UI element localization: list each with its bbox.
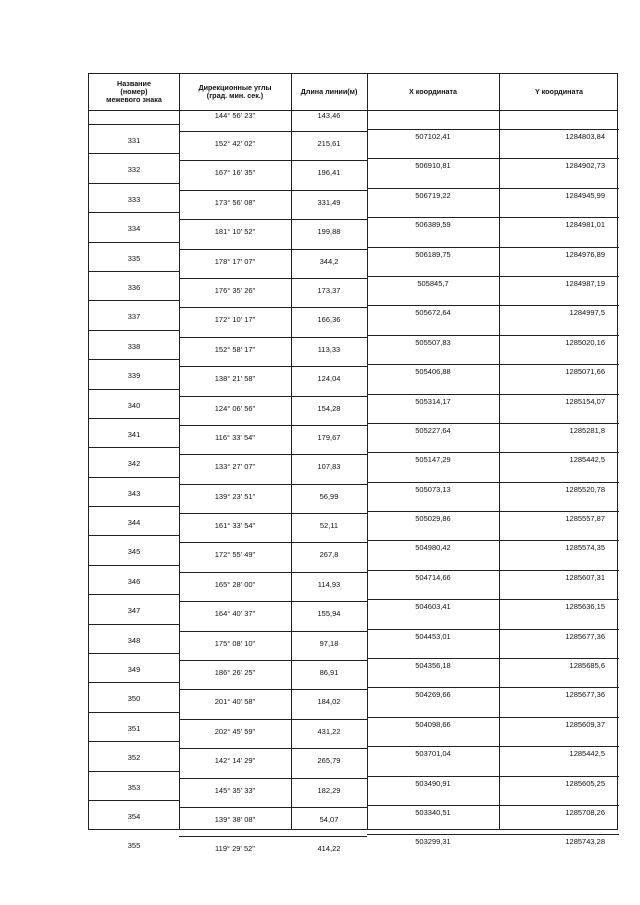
row-divider <box>179 249 291 250</box>
row-divider <box>291 484 367 485</box>
table-row <box>89 650 617 679</box>
segment-angle: 186° 26' 25" <box>214 668 256 678</box>
row-divider <box>89 330 179 331</box>
marker-name: 343 <box>127 488 141 498</box>
row-divider <box>367 158 499 159</box>
header-direction-angle-text: Дирекционные углы (град. мин. сек.) <box>198 83 272 100</box>
row-divider <box>179 689 291 690</box>
row-divider <box>499 540 619 541</box>
y-coordinate: 1285607,31 <box>565 572 605 582</box>
segment-length: 56,99 <box>319 491 339 501</box>
table-row <box>89 268 617 297</box>
x-coordinate: 505029,86 <box>415 514 451 524</box>
row-divider <box>89 800 179 801</box>
header-y-coordinate <box>499 74 619 110</box>
segment-length: 331,49 <box>317 197 341 207</box>
row-divider <box>499 247 619 248</box>
row-divider <box>179 425 291 426</box>
row-divider <box>179 190 291 191</box>
row-divider <box>179 484 291 485</box>
segment-length: 431,22 <box>317 726 341 736</box>
segment-length: 97,18 <box>319 638 339 648</box>
marker-name: 344 <box>127 518 141 528</box>
row-divider <box>291 719 367 720</box>
segment-angle: 178° 17' 07" <box>214 256 256 266</box>
header-line-length-text: Длина линии(м) <box>300 87 358 96</box>
row-divider <box>179 542 291 543</box>
row-divider <box>499 188 619 189</box>
row-divider <box>367 217 499 218</box>
row-divider <box>291 396 367 397</box>
y-coordinate: 1284987,19 <box>565 278 605 288</box>
segment-length: 265,79 <box>317 756 341 766</box>
row-divider <box>499 658 619 659</box>
y-coordinate: 1285557,87 <box>565 514 605 524</box>
segment-length: 143,46 <box>317 111 341 120</box>
row-divider <box>89 624 179 625</box>
row-divider <box>89 153 179 154</box>
row-divider <box>291 631 367 632</box>
header-x-coordinate <box>367 74 499 110</box>
row-divider <box>179 454 291 455</box>
table-row <box>89 180 617 209</box>
x-coordinate: 507102,41 <box>415 132 451 141</box>
segment-length: 155,94 <box>317 609 341 619</box>
row-divider <box>89 741 179 742</box>
header-direction-angle <box>179 74 291 110</box>
row-divider <box>179 748 291 749</box>
segment-length: 344,2 <box>319 256 339 266</box>
marker-name: 351 <box>127 723 141 733</box>
row-divider <box>179 778 291 779</box>
y-coordinate: 1285685,6 <box>569 661 605 671</box>
marker-name: 354 <box>127 811 141 821</box>
table-row <box>89 356 617 385</box>
row-divider <box>179 719 291 720</box>
row-divider <box>89 477 179 478</box>
row-divider <box>367 276 499 277</box>
segment-angle: 181° 10' 52" <box>214 227 256 237</box>
table-row <box>89 738 617 767</box>
marker-name: 352 <box>127 753 141 763</box>
x-coordinate: 505147,29 <box>415 455 451 465</box>
row-divider <box>291 337 367 338</box>
x-coordinate: 504980,42 <box>415 543 451 553</box>
row-divider <box>367 247 499 248</box>
row-divider <box>291 278 367 279</box>
x-coordinate: 505314,17 <box>415 396 451 406</box>
marker-name: 347 <box>127 606 141 616</box>
segment-length: 267,8 <box>319 550 339 560</box>
y-coordinate: 1284902,73 <box>565 161 605 171</box>
segment-angle: 139° 38' 08" <box>214 814 256 824</box>
coordinates-table <box>88 73 618 854</box>
row-divider <box>367 452 499 453</box>
row-divider <box>179 660 291 661</box>
header-line-length <box>291 74 367 110</box>
x-coordinate: 504098,66 <box>415 719 451 729</box>
row-divider <box>499 776 619 777</box>
row-divider <box>89 712 179 713</box>
x-coordinate: 505672,64 <box>415 308 451 318</box>
row-divider <box>367 482 499 483</box>
row-divider <box>89 771 179 772</box>
row-divider <box>291 572 367 573</box>
row-divider <box>291 307 367 308</box>
header-x-coordinate-text: X координата <box>408 87 458 96</box>
x-coordinate: 504356,18 <box>415 661 451 671</box>
y-coordinate: 1285708,26 <box>565 807 605 817</box>
y-coordinate: 1284803,84 <box>565 132 605 141</box>
row-divider <box>499 629 619 630</box>
segment-length: 154,28 <box>317 403 341 413</box>
header-y-coordinate-text: Y координата <box>535 87 583 96</box>
y-coordinate: 1285636,15 <box>565 602 605 612</box>
row-divider <box>291 542 367 543</box>
y-coordinate: 1285071,66 <box>565 367 605 377</box>
row-divider <box>179 631 291 632</box>
table-row <box>89 474 617 503</box>
segment-angle: 133° 27' 07" <box>214 462 256 472</box>
x-coordinate: 504269,66 <box>415 690 451 700</box>
segment-length: 182,29 <box>317 785 341 795</box>
row-divider <box>291 454 367 455</box>
table-row <box>89 679 617 708</box>
header-marker-name <box>89 74 179 110</box>
row-divider <box>89 447 179 448</box>
row-divider <box>499 452 619 453</box>
row-divider <box>499 364 619 365</box>
y-coordinate: 1284997,5 <box>569 308 605 318</box>
row-divider <box>179 601 291 602</box>
y-coordinate: 1285020,16 <box>565 337 605 347</box>
row-divider <box>367 335 499 336</box>
marker-name: 346 <box>127 576 141 586</box>
marker-name: 334 <box>127 224 141 234</box>
y-coordinate: 1284945,99 <box>565 190 605 200</box>
row-divider <box>89 271 179 272</box>
marker-name: 337 <box>127 312 141 322</box>
x-coordinate: 503299,31 <box>415 837 451 847</box>
row-divider <box>499 805 619 806</box>
segment-length: 179,67 <box>317 432 341 442</box>
row-divider <box>499 746 619 747</box>
row-divider <box>499 129 619 130</box>
marker-name: 353 <box>127 782 141 792</box>
row-divider <box>89 124 179 125</box>
x-coordinate: 504714,66 <box>415 572 451 582</box>
row-divider <box>291 807 367 808</box>
row-divider <box>291 131 367 132</box>
row-divider <box>179 396 291 397</box>
y-coordinate: 1285743,28 <box>565 837 605 847</box>
y-coordinate: 1285605,25 <box>565 778 605 788</box>
segment-length: 199,88 <box>317 227 341 237</box>
marker-name: 335 <box>127 253 141 263</box>
segment-angle: 139° 23' 51" <box>214 491 256 501</box>
x-coordinate: 505507,83 <box>415 337 451 347</box>
segment-angle: 124° 06' 56" <box>214 403 256 413</box>
row-divider <box>89 682 179 683</box>
table-row <box>89 562 617 591</box>
y-coordinate: 1285609,37 <box>565 719 605 729</box>
row-divider <box>89 653 179 654</box>
segment-length: 114,93 <box>317 579 341 589</box>
marker-name: 345 <box>127 547 141 557</box>
row-divider <box>367 570 499 571</box>
marker-name: 342 <box>127 459 141 469</box>
segment-length: 173,37 <box>317 285 341 295</box>
row-divider <box>179 807 291 808</box>
row-divider <box>179 278 291 279</box>
table-row <box>89 797 617 826</box>
row-divider <box>367 129 499 130</box>
row-divider <box>499 423 619 424</box>
x-coordinate: 503701,04 <box>415 749 451 759</box>
x-coordinate: 505227,64 <box>415 425 451 435</box>
x-coordinate: 506719,22 <box>415 190 451 200</box>
table-row <box>89 209 617 238</box>
segment-angle: 145° 35' 33" <box>214 785 256 795</box>
row-divider <box>367 599 499 600</box>
row-divider <box>367 423 499 424</box>
row-divider <box>179 160 291 161</box>
row-divider <box>499 482 619 483</box>
row-divider <box>89 389 179 390</box>
segment-angle: 175° 08' 10" <box>214 638 256 648</box>
row-divider <box>89 212 179 213</box>
y-coordinate: 1285677,36 <box>565 690 605 700</box>
row-divider <box>89 535 179 536</box>
row-divider <box>499 276 619 277</box>
row-divider <box>89 183 179 184</box>
row-divider <box>89 359 179 360</box>
marker-name: 350 <box>127 694 141 704</box>
table-row <box>89 150 617 179</box>
row-divider <box>179 572 291 573</box>
row-divider <box>291 660 367 661</box>
row-divider <box>367 776 499 777</box>
row-divider <box>499 217 619 218</box>
x-coordinate: 503490,91 <box>415 778 451 788</box>
row-divider <box>89 300 179 301</box>
x-coordinate: 504453,01 <box>415 631 451 641</box>
row-divider <box>89 242 179 243</box>
row-divider <box>367 746 499 747</box>
row-divider <box>89 506 179 507</box>
row-divider <box>367 188 499 189</box>
segment-length: 86,91 <box>319 668 339 678</box>
segment-length: 107,83 <box>317 462 341 472</box>
segment-angle: 172° 55' 49" <box>214 550 256 560</box>
row-divider <box>179 513 291 514</box>
segment-angle: 119° 29' 52" <box>215 844 255 854</box>
segment-angle: 152° 42' 02" <box>214 139 256 148</box>
row-divider <box>179 307 291 308</box>
row-divider <box>291 249 367 250</box>
row-divider <box>367 658 499 659</box>
segment-angle: 167° 16' 35" <box>214 168 256 178</box>
segment-length: 124,04 <box>317 374 341 384</box>
segment-angle: 142° 14' 29" <box>214 756 256 766</box>
table-row <box>89 415 617 444</box>
row-divider <box>291 748 367 749</box>
row-divider <box>89 829 179 830</box>
y-coordinate: 1284976,89 <box>565 249 605 259</box>
row-divider <box>367 305 499 306</box>
row-divider <box>367 364 499 365</box>
row-divider <box>291 836 367 837</box>
row-divider <box>179 337 291 338</box>
marker-name: 339 <box>127 371 141 381</box>
row-divider <box>179 219 291 220</box>
table-row <box>89 327 617 356</box>
marker-name: 332 <box>127 165 141 175</box>
segment-angle: 201° 40' 58" <box>214 697 256 707</box>
row-divider <box>499 687 619 688</box>
segment-length: 113,33 <box>317 344 341 354</box>
x-coordinate: 505845,7 <box>417 278 449 288</box>
row-divider <box>499 570 619 571</box>
row-divider <box>291 160 367 161</box>
row-divider <box>291 425 367 426</box>
row-divider <box>89 418 179 419</box>
row-divider <box>291 366 367 367</box>
table-body <box>89 110 617 856</box>
row-divider <box>499 599 619 600</box>
row-divider <box>367 511 499 512</box>
row-divider <box>499 394 619 395</box>
y-coordinate: 1284981,01 <box>565 220 605 230</box>
row-divider <box>291 219 367 220</box>
row-divider <box>367 717 499 718</box>
row-divider <box>291 190 367 191</box>
segment-length: 52,11 <box>319 521 339 531</box>
row-divider <box>291 513 367 514</box>
marker-name: 338 <box>127 341 141 351</box>
x-coordinate: 506189,75 <box>415 249 451 259</box>
table-row <box>89 826 617 855</box>
row-divider <box>367 805 499 806</box>
marker-name: 349 <box>127 665 141 675</box>
row-divider <box>367 540 499 541</box>
table-row <box>89 239 617 268</box>
marker-name: 348 <box>127 635 141 645</box>
segment-angle: 116° 33' 54" <box>215 432 255 442</box>
table-row <box>89 768 617 797</box>
x-coordinate: 506389,59 <box>415 220 451 230</box>
table-row <box>89 121 617 150</box>
table-row <box>89 503 617 532</box>
segment-length: 215,61 <box>317 139 341 148</box>
table-row <box>89 444 617 473</box>
row-divider <box>499 511 619 512</box>
segment-length: 414,22 <box>317 844 341 854</box>
segment-angle: 173° 56' 08" <box>214 197 256 207</box>
row-divider <box>367 687 499 688</box>
segment-angle: 144° 56' 23" <box>214 111 256 120</box>
row-divider <box>179 131 291 132</box>
row-divider <box>367 394 499 395</box>
segment-length: 166,36 <box>317 315 341 325</box>
y-coordinate: 1285574,35 <box>565 543 605 553</box>
row-divider <box>499 158 619 159</box>
segment-angle: 152° 58' 17" <box>214 344 256 354</box>
table-row <box>89 297 617 326</box>
marker-name: 355 <box>127 841 141 851</box>
row-divider <box>291 601 367 602</box>
table-row <box>89 386 617 415</box>
y-coordinate: 1285154,07 <box>565 396 605 406</box>
header-marker-name-text: Название (номер) межевого знака <box>106 79 162 104</box>
x-coordinate: 503340,51 <box>415 807 451 817</box>
row-divider <box>499 717 619 718</box>
segment-length: 184,02 <box>317 697 341 707</box>
row-divider <box>179 836 291 837</box>
row-divider <box>291 778 367 779</box>
y-coordinate: 1285281,8 <box>569 425 605 435</box>
segment-angle: 138° 21' 58" <box>214 374 256 384</box>
segment-angle: 176° 35' 26" <box>214 285 256 295</box>
row-divider <box>367 834 499 835</box>
table-row <box>89 621 617 650</box>
marker-name: 333 <box>127 194 141 204</box>
y-coordinate: 1285520,78 <box>565 484 605 494</box>
marker-name: 340 <box>127 400 141 410</box>
x-coordinate: 506910,81 <box>415 161 451 171</box>
y-coordinate: 1285677,36 <box>565 631 605 641</box>
segment-angle: 161° 33' 54" <box>214 521 256 531</box>
table-row <box>89 532 617 561</box>
row-divider <box>499 834 619 835</box>
row-divider <box>499 305 619 306</box>
segment-angle: 172° 10' 17" <box>214 315 256 325</box>
x-coordinate: 505406,88 <box>415 367 451 377</box>
y-coordinate: 1285442,5 <box>569 455 605 465</box>
marker-name: 341 <box>127 429 141 439</box>
x-coordinate: 504603,41 <box>415 602 451 612</box>
table-row <box>89 709 617 738</box>
segment-length: 54,07 <box>319 814 339 824</box>
marker-name: 331 <box>127 136 141 145</box>
row-divider <box>367 629 499 630</box>
marker-name: 336 <box>127 282 141 292</box>
segment-angle: 165° 28' 00" <box>214 579 256 589</box>
segment-angle: 202° 45' 59" <box>214 726 256 736</box>
first-segment-row <box>89 110 617 121</box>
segment-angle: 164° 40' 37" <box>214 609 256 619</box>
row-divider <box>499 335 619 336</box>
row-divider <box>89 565 179 566</box>
y-coordinate: 1285442,5 <box>569 749 605 759</box>
x-coordinate: 505073,13 <box>415 484 451 494</box>
row-divider <box>179 366 291 367</box>
row-divider <box>89 594 179 595</box>
table-row <box>89 591 617 620</box>
segment-length: 196,41 <box>317 168 341 178</box>
row-divider <box>291 689 367 690</box>
